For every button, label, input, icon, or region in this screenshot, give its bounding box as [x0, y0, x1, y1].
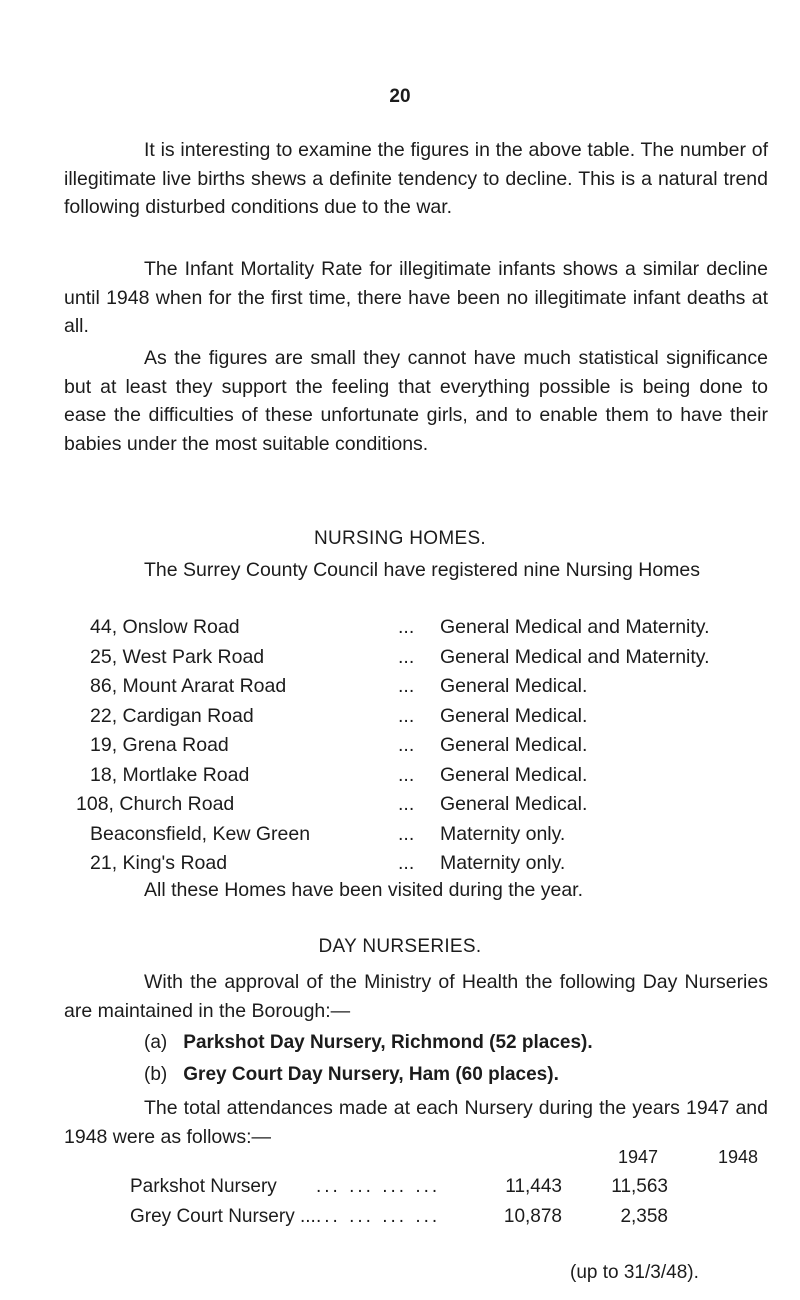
day-nurseries-heading: DAY NURSERIES.	[318, 936, 482, 957]
paragraph-1-text: It is interesting to examine the figures in the above table. The number of illegitimate live births shews a definite tendency to decline. This is a natural trend following disturbed conditions due to the war.	[64, 139, 768, 218]
home-type: General Medical.	[440, 704, 588, 727]
leader-dots: ... ... ... ...	[316, 1176, 441, 1197]
paragraph-1	[64, 136, 768, 222]
day-nurseries-intro-text: With the approval of the Ministry of Health the following Day Nurseries are maintained in the Borough:—	[64, 971, 768, 1022]
list-item	[90, 675, 790, 705]
leader-dots: ...	[398, 675, 415, 697]
paragraph-3	[64, 344, 768, 458]
leader-dots: ...	[398, 734, 415, 756]
page-number: 20	[389, 86, 411, 107]
home-type: General Medical.	[440, 763, 588, 786]
leader-dots: ...	[398, 645, 415, 668]
home-type: General Medical and Maternity.	[440, 645, 710, 668]
day-nurseries-intro	[64, 968, 768, 1025]
home-type: General Medical and Maternity.	[440, 616, 710, 638]
home-address: 86, Mount Ararat Road	[90, 675, 287, 697]
nursery-item-a	[144, 1032, 593, 1054]
paragraph-3-text: As the figures are small they cannot have much statistical significance but at least they support the feeling that everything possible is being done to ease the difficulties of these unfortunate girls, and to enable them to have their babies under the most suitable conditions.	[64, 347, 768, 455]
row-label: Grey Court Nursery ...	[130, 1206, 316, 1227]
nursing-homes-list	[76, 616, 790, 882]
paragraph-2-text: The Infant Mortality Rate for illegitimate infants shows a similar decline until 1948 when for the first time, there have been no illegitimate infant deaths at all.	[64, 258, 768, 337]
paragraph-2	[64, 255, 768, 341]
leader-dots: ...	[398, 763, 415, 786]
list-item	[90, 705, 790, 735]
home-address: 18, Mortlake Road	[90, 763, 250, 786]
list-item	[90, 616, 790, 646]
list-item	[90, 764, 790, 794]
value-1948: 11,563	[611, 1176, 668, 1197]
value-1947: 10,878	[503, 1206, 562, 1227]
value-1947: 11,443	[505, 1176, 562, 1197]
nursing-homes-closing-text: All these Homes have been visited during the year.	[144, 879, 584, 901]
row-label: Parkshot Nursery	[130, 1176, 277, 1197]
home-address: Beaconsfield, Kew Green	[90, 822, 311, 845]
home-address: 44, Onslow Road	[90, 616, 240, 638]
attendance-intro	[64, 1094, 768, 1151]
column-header-1948: 1948	[718, 1147, 759, 1167]
nursing-homes-intro-text: The Surrey County Council have registered nine Nursing Homes	[144, 559, 701, 581]
table-row	[130, 1206, 770, 1234]
leader-dots: ... ... ... ...	[316, 1206, 441, 1227]
home-address: 21, King's Road	[90, 852, 228, 874]
leader-dots: ...	[398, 616, 415, 638]
nursing-homes-intro	[64, 556, 768, 585]
list-item	[90, 646, 790, 676]
leader-dots: ...	[398, 852, 415, 874]
home-address: 19, Grena Road	[90, 734, 229, 756]
nursing-homes-heading: NURSING HOMES.	[313, 528, 487, 549]
home-type: General Medical.	[440, 675, 588, 697]
list-item	[90, 734, 790, 764]
item-tag: (a)	[144, 1032, 168, 1053]
attendance-intro-text: The total attendances made at each Nursery during the years 1947 and 1948 were as follows:—	[64, 1097, 768, 1148]
nursing-homes-closing	[64, 876, 768, 905]
attendance-note: (up to 31/3/48).	[570, 1262, 699, 1283]
item-text: Parkshot Day Nursery, Richmond (52 places).	[183, 1032, 593, 1053]
home-type: Maternity only.	[440, 852, 566, 874]
home-type: Maternity only.	[440, 822, 566, 845]
leader-dots: ...	[398, 704, 415, 727]
item-text: Grey Court Day Nursery, Ham (60 places).	[183, 1064, 559, 1085]
nursery-item-b	[144, 1064, 559, 1086]
list-item	[76, 793, 790, 823]
table-row	[130, 1176, 770, 1204]
leader-dots: ...	[398, 793, 415, 815]
leader-dots: ...	[398, 822, 415, 845]
home-type: General Medical.	[440, 734, 588, 756]
list-item	[90, 823, 790, 853]
column-header-1947: 1947	[618, 1147, 659, 1167]
home-address: 25, West Park Road	[90, 645, 265, 668]
home-address: 22, Cardigan Road	[90, 704, 254, 727]
item-tag: (b)	[144, 1064, 168, 1085]
value-1948: 2,358	[620, 1206, 668, 1227]
home-address: 108, Church Road	[76, 793, 235, 815]
home-type: General Medical.	[440, 793, 588, 815]
